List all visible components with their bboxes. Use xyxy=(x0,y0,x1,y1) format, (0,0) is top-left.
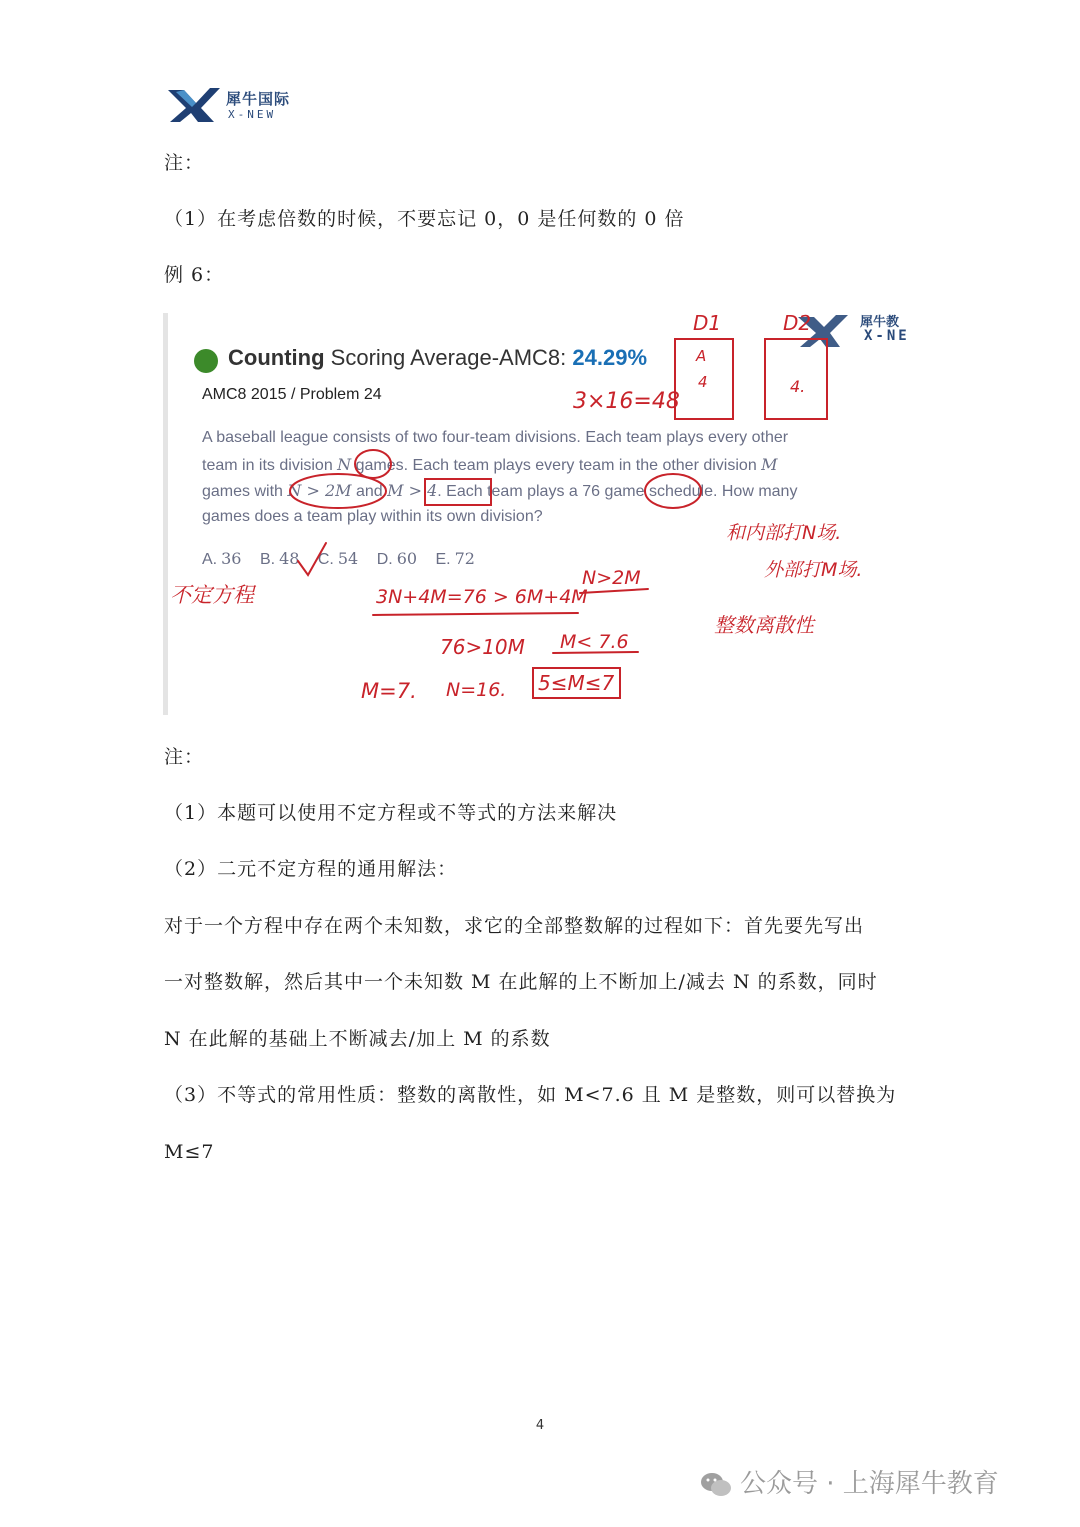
math-m: M xyxy=(761,455,778,474)
hw-answer-m: M=7. xyxy=(361,679,417,703)
problem-line-3: games with N > 2M and M > 4. Each team plays a 76 game schedule. How many xyxy=(202,481,798,500)
example-label: 例 6： xyxy=(164,264,225,286)
notes2-body-2: 一对整数解，然后其中一个未知数 M 在此解的上不断加上/减去 N 的系数，同时 xyxy=(164,971,878,993)
hw-equation-2: 76>10M xyxy=(440,635,525,659)
hw-d1: D1 xyxy=(693,313,722,335)
hw-equation-1: 3N+4M=76 > 6M+4M xyxy=(376,586,588,608)
note-item-1: （1）在考虑倍数的时候，不要忘记 0，0 是任何数的 0 倍 xyxy=(164,208,685,230)
hw-answer-n: N=16. xyxy=(446,679,507,701)
hw-calc: 3×16=48 xyxy=(573,389,680,414)
page-number: 4 xyxy=(535,1418,545,1433)
notes2-body-3: N 在此解的基础上不断减去/加上 M 的系数 xyxy=(164,1028,551,1050)
handwriting-strokes xyxy=(168,313,918,715)
hw-equation-2-result: M< 7.6 xyxy=(560,631,629,653)
company-logo xyxy=(166,86,306,126)
choice-d: D. 60 xyxy=(376,549,418,568)
x-logo-icon xyxy=(166,86,224,124)
stamp-text-en: X-NE xyxy=(864,328,910,344)
hw-right-note-1: 和内部打N场. xyxy=(726,522,842,544)
problem-line-2: team in its division N games. Each team plays every team in the other division M xyxy=(202,455,778,474)
choice-b: B. 48 xyxy=(259,549,300,568)
math-cond-2: M > 4 xyxy=(387,481,438,500)
hw-box2-4: 4. xyxy=(790,377,806,396)
notes2-item-3: （3）不等式的常用性质：整数的离散性，如 M<7.6 且 M 是整数，则可以替换为 xyxy=(164,1084,897,1106)
math-n: N xyxy=(337,455,352,474)
notes2-item-2: （2）二元不定方程的通用解法： xyxy=(164,858,458,880)
hw-left-note: 不定方程 xyxy=(170,583,254,607)
choice-c: C. 54 xyxy=(317,549,359,568)
notes2-body-1: 对于一个方程中存在两个未知数，求它的全部整数解的过程如下：首先要先写出 xyxy=(164,915,865,937)
hw-box1-a: A xyxy=(696,347,707,365)
notes2-item-3b: M≤7 xyxy=(164,1141,215,1163)
watermark xyxy=(700,1463,999,1503)
hw-d2: D2 xyxy=(783,313,812,335)
problem-line-4: games does a team play within its own division? xyxy=(202,508,543,525)
title-rest: Scoring Average-AMC8: xyxy=(330,345,567,370)
logo-text-cn: 犀牛国际 xyxy=(226,90,291,108)
problem-source: AMC8 2015 / Problem 24 xyxy=(202,386,382,403)
notes2-item-1: （1）本题可以使用不定方程或不等式的方法来解决 xyxy=(164,802,618,824)
stamp-text-cn: 犀牛教 xyxy=(860,315,900,330)
problem-screenshot xyxy=(163,313,918,715)
title-percent: 24.29% xyxy=(572,345,648,370)
hw-answer-range: 5≤M≤7 xyxy=(538,671,615,695)
problem-line-1: A baseball league consists of two four-team divisions. Each team plays every other xyxy=(202,429,789,446)
logo-text-en: X-NEW xyxy=(228,108,277,121)
math-cond-1: N > 2M xyxy=(287,481,352,500)
hw-right-note-2: 外部打M场. xyxy=(764,559,863,581)
note-label: 注： xyxy=(164,152,205,174)
hw-box1-4: 4 xyxy=(698,373,708,391)
hw-right-note-3: 整数离散性 xyxy=(714,613,814,637)
hw-equation-cond: N>2M xyxy=(582,567,641,589)
watermark-text: 公众号 · 上海犀牛教育 xyxy=(740,1469,999,1499)
choice-a: A. 36 xyxy=(202,549,242,568)
notes2-label: 注： xyxy=(164,746,205,768)
choice-e: E. 72 xyxy=(435,549,475,568)
wechat-icon xyxy=(700,1471,732,1499)
title-category: Counting xyxy=(228,345,325,370)
